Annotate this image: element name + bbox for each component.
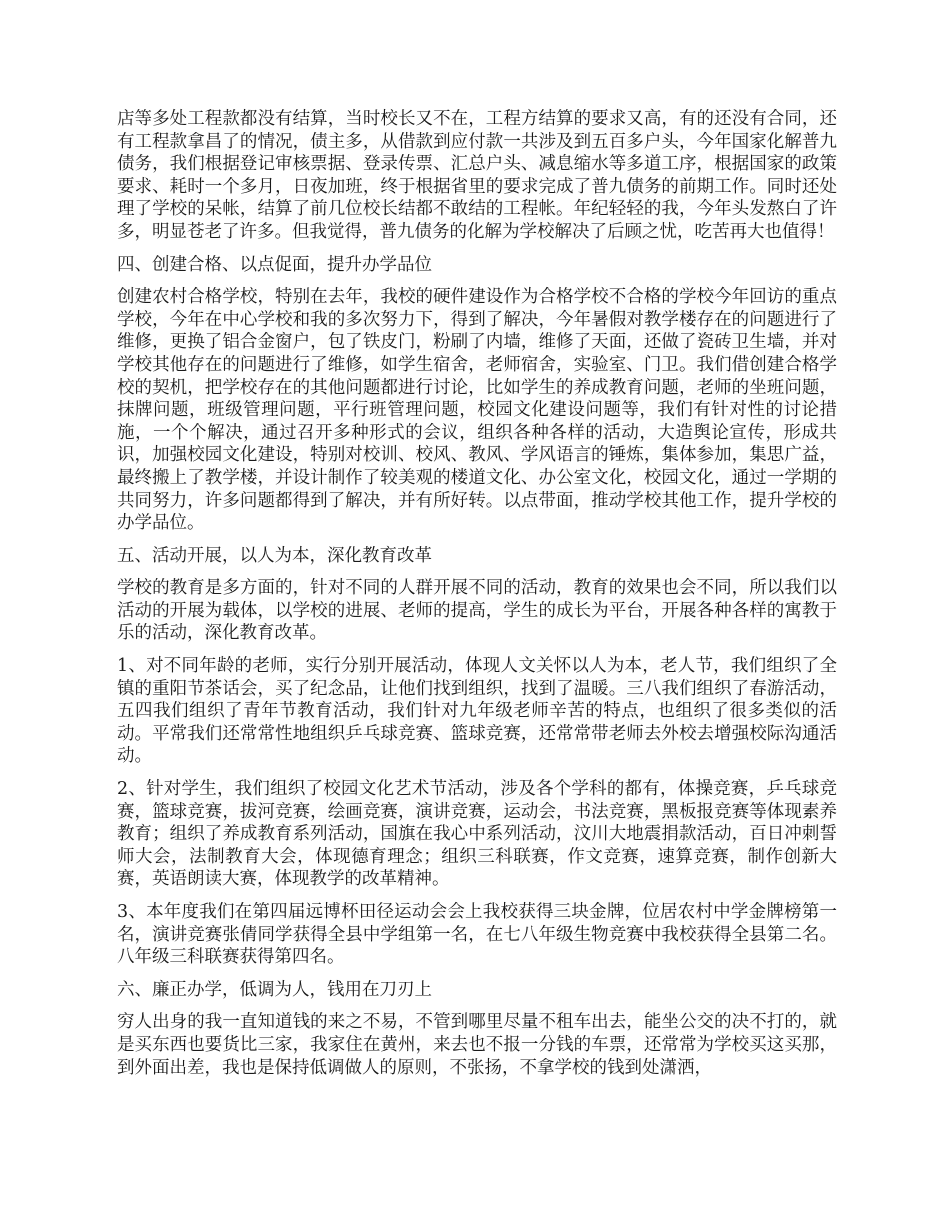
paragraph-debt-settlement: 店等多处工程款都没有结算，当时校长又不在，工程方结算的要求又高，有的还没有合同，还有工程款拿昌了的情况，债主多，从借款到应付款一共涉及到五百多户头，今年国家化解普九债务，我们根据登记审核票据、登录传票、汇总户头、减息缩水等多道工序，根据国家的政策要求、耗时一个多月，日夜加班，终于根据省里的要求完成了普九债务的前期工作。同时还处理了学校的呆帐，结算了前几位校长结都不敢结的工程帐。年纪轻轻的我，今年头发熬白了许多，明显苍老了许多。但我觉得，普九债务的化解为学校解决了后顾之忧，吃苦再大也值得！ [117,109,837,242]
paragraph-qualified-school: 创建农村合格学校，特别在去年，我校的硬件建设作为合格学校不合格的学校今年回访的重点学校，今年在中心学校和我的多次努力下，得到了解决，今年暑假对教学楼存在的问题进行了维修，更换了铝合金窗户，包了铁皮门，粉刷了内墙，维修了天面，还做了瓷砖卫生墙，并对学校其他存在的问题进行了维修，如学生宿舍，老师宿舍，实验室、门卫。我们借创建合格学校的契机，把学校存在的其他问题都进行讨论，比如学生的养成教育问题，老师的坐班问题，抹牌问题，班级管理问题，平行班管理问题，校园文化建设问题等，我们有针对性的讨论措施，一个个解决，通过召开多种形式的会议，组织各种各样的活动，大造舆论宣传，形成共识，加强校园文化建设，特别对校训、校风、教风、学风语言的锤炼，集体参加，集思广益，最终搬上了教学楼，并设计制作了较美观的楼道文化、办公室文化，校园文化，通过一学期的共同努力，许多问题都得到了解决，并有所好转。以点带面，推动学校其他工作，提升学校的办学品位。 [117,287,837,534]
paragraph-student-activities: 2、针对学生，我们组织了校园文化艺术节活动，涉及各个学科的都有，体操竞赛，乒乓球竞赛，篮球竞赛，拔河竞赛，绘画竞赛，演讲竞赛，运动会，书法竞赛，黑板报竞赛等体现素养教育；组织了养成教育系列活动，国旗在我心中系列活动，汶川大地震捐款活动，百日冲刺誓师大会，法制教育大会，体现德育理念；组织三科联赛，作文竞赛，速算竞赛，制作创新大赛，英语朗读大赛，体现教学的改革精神。 [117,779,837,890]
paragraph-frugality: 穷人出身的我一直知道钱的来之不易，不管到哪里尽量不租车出去，能坐公交的决不打的，就是买东西也要货比三家，我家住在黄州，来去也不报一分钱的车票，还常常为学校买这买那，到外面出差，我也是保持低调做人的原则，不张扬，不拿学校的钱到处潇洒， [117,1012,837,1078]
paragraph-achievements: 3、本年度我们在第四届远博杯田径运动会会上我校获得三块金牌，位居农村中学金牌榜第一名，演讲竞赛张倩同学获得全县中学组第一名，在七八年级生物竞赛中我校获得全县第二名。八年级三科联赛获得第四名。 [117,902,837,968]
section-heading-6: 六、廉正办学，低调为人，钱用在刀刃上 [117,979,432,1000]
document-page [117,108,837,1089]
paragraph-activities-intro: 学校的教育是多方面的，针对不同的人群开展不同的活动，教育的效果也会不同，所以我们以活动的开展为载体，以学校的进展、老师的提高，学生的成长为平台，开展各种各样的寓教于乐的活动，深化教育改革。 [117,578,837,644]
paragraph-teacher-activities: 1、对不同年龄的老师，实行分别开展活动，体现人文关怀以人为本，老人节，我们组织了全镇的重阳节茶话会，买了纪念品，让他们找到组织，找到了温暖。三八我们组织了春游活动，五四我们组织了青年节教育活动，我们针对九年级老师辛苦的特点，也组织了很多类似的活动。平常我们还常常性地组织乒乓球竞赛、篮球竞赛，还常常带老师去外校去增强校际沟通活动。 [117,656,837,767]
section-heading-4: 四、创建合格、以点促面，提升办学品位 [117,254,432,275]
section-heading-5: 五、活动开展，以人为本，深化教育改革 [117,545,432,566]
